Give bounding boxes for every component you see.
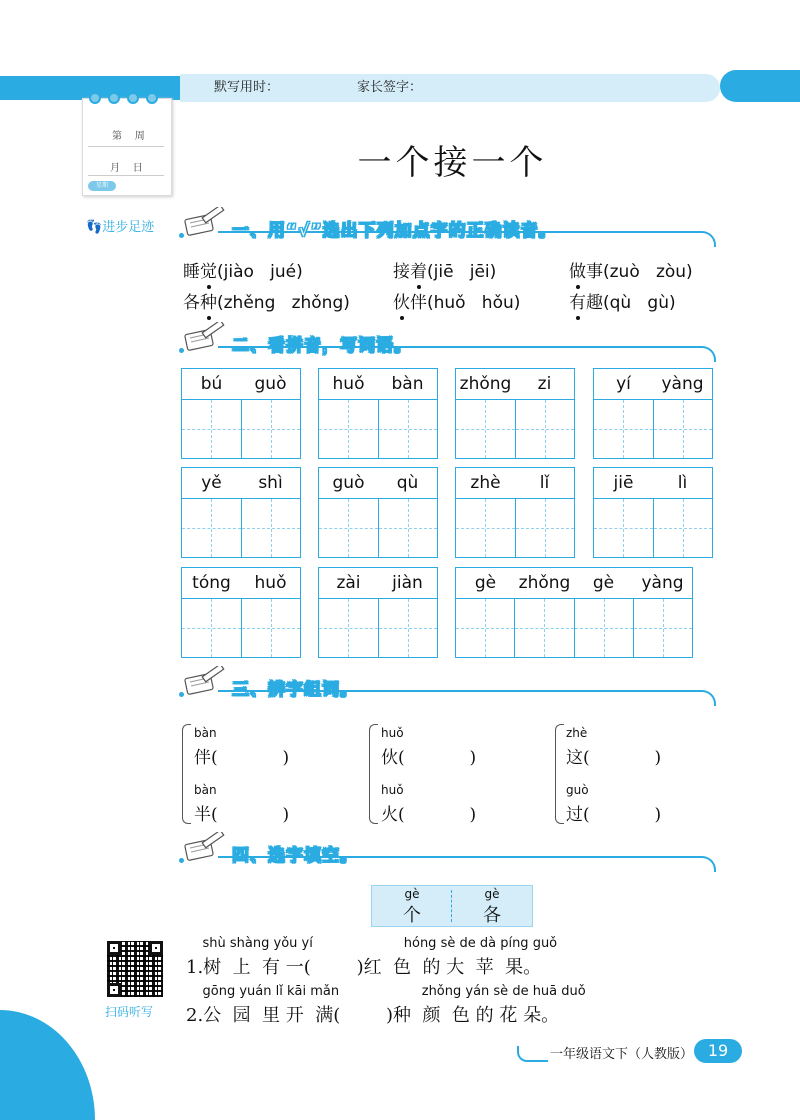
- calendar-date: 月 日: [110, 163, 143, 174]
- section-1-title: 一、用“√”选出下列加点字的正确读音。: [232, 221, 557, 241]
- sentence-2-pinyin: gōng yuán lǐ kāi mǎn zhǒng yán sè de huā duǒ: [186, 984, 586, 999]
- corner-decoration: [0, 1010, 95, 1120]
- pinyin: zhǒng: [459, 374, 512, 394]
- write-cell[interactable]: [654, 499, 713, 557]
- q1-char: 觉: [200, 262, 217, 282]
- calendar-ring-icon: [127, 92, 139, 104]
- q1-options[interactable]: (zuò zòu): [603, 262, 693, 282]
- top-bar-right: [720, 70, 800, 102]
- pinyin: guò: [254, 374, 287, 394]
- write-cell[interactable]: [182, 599, 242, 657]
- q1-char: 种: [200, 293, 217, 313]
- sentence-2[interactable]: 2.公 园 里 开 满( )种 颜 色 的 花 朵。: [186, 1005, 560, 1026]
- group-word[interactable]: 伙( ): [381, 748, 477, 768]
- pinyin: yě: [201, 473, 222, 493]
- group-pinyin: huǒ: [381, 726, 404, 740]
- q1-char: 有: [569, 293, 586, 313]
- pinyin: gè: [474, 573, 497, 593]
- pinyin: yí: [616, 374, 631, 394]
- write-cell[interactable]: [594, 400, 654, 458]
- q1-options[interactable]: (jiē jēi): [427, 262, 497, 282]
- pinyin: zài: [336, 573, 361, 593]
- section-4-title: 四、选字填空。: [232, 846, 358, 866]
- pinyin-box[interactable]: [455, 368, 575, 459]
- q1-char: 趣: [586, 293, 603, 313]
- pinyin: zi: [537, 374, 552, 394]
- q1-options[interactable]: (huǒ hǒu): [427, 293, 521, 313]
- qr-finder: [107, 941, 121, 955]
- calendar-ring-icon: [89, 92, 101, 104]
- group-pinyin: zhè: [566, 726, 588, 740]
- pinyin-box[interactable]: [181, 368, 301, 459]
- section-2-title: 二、看拼音，写词语。: [232, 336, 412, 356]
- group-pinyin: guò: [566, 783, 589, 797]
- q1-item-5: [393, 288, 520, 313]
- write-cell[interactable]: [456, 599, 515, 657]
- pencil-notebook-icon: [184, 322, 228, 352]
- pinyin-box[interactable]: [318, 368, 438, 459]
- pinyin: jiàn: [392, 573, 423, 593]
- pinyin: gè: [592, 573, 615, 593]
- q1-options[interactable]: (zhěng zhǒng): [217, 293, 350, 313]
- q1-item-1: [183, 257, 303, 282]
- q1-char: 做: [569, 262, 586, 282]
- qr-finder: [107, 983, 121, 997]
- write-cell[interactable]: [319, 599, 379, 657]
- write-cell[interactable]: [379, 499, 438, 557]
- group-word[interactable]: 过( ): [566, 805, 662, 825]
- qr-label: 扫码听写: [105, 1005, 154, 1019]
- pinyin: qù: [396, 473, 419, 493]
- q1-item-3: [569, 257, 693, 282]
- write-cell[interactable]: [242, 400, 301, 458]
- choice-1: gè 个: [403, 887, 421, 926]
- pinyin: zhǒng: [518, 573, 571, 593]
- pencil-notebook-icon: [184, 207, 228, 237]
- write-cell[interactable]: [242, 599, 301, 657]
- write-cell[interactable]: [379, 400, 438, 458]
- q1-char: 伙: [393, 293, 410, 313]
- write-cell[interactable]: [319, 400, 379, 458]
- pinyin: yàng: [661, 374, 704, 394]
- pinyin-box[interactable]: [593, 467, 713, 558]
- progress-label: 👣进步足迹: [86, 220, 155, 235]
- pinyin: huǒ: [254, 573, 287, 593]
- group-word[interactable]: 这( ): [566, 748, 662, 768]
- pinyin-box[interactable]: [593, 368, 713, 459]
- q1-char: 伴: [410, 293, 427, 313]
- write-cell[interactable]: [516, 400, 575, 458]
- pinyin-box[interactable]: [318, 567, 438, 658]
- group-pinyin: huǒ: [381, 783, 404, 797]
- write-cell[interactable]: [456, 400, 516, 458]
- pinyin: bàn: [391, 374, 424, 394]
- sentence-1[interactable]: 1.树 上 有 一( )红 色 的 大 苹 果。: [186, 957, 542, 978]
- write-cell[interactable]: [319, 499, 379, 557]
- group-word[interactable]: 火( ): [381, 805, 477, 825]
- write-cell[interactable]: [515, 599, 574, 657]
- q1-char: 接: [393, 262, 410, 282]
- write-cell[interactable]: [516, 499, 575, 557]
- section-3-title: 三、辨字组词。: [232, 680, 358, 700]
- pinyin-box[interactable]: [181, 467, 301, 558]
- page-number: 19: [694, 1039, 742, 1063]
- q1-char: 事: [586, 262, 603, 282]
- group-pinyin: bàn: [194, 726, 217, 740]
- q1-char: 着: [410, 262, 427, 282]
- q1-char: 各: [183, 293, 200, 313]
- write-cell[interactable]: [379, 599, 438, 657]
- pinyin-box-4[interactable]: [455, 567, 693, 658]
- brace: [182, 724, 191, 824]
- pinyin-box[interactable]: [455, 467, 575, 558]
- pencil-notebook-icon: [184, 832, 228, 862]
- book-label: 一年级语文下（人教版）: [548, 1043, 695, 1062]
- pinyin: guò: [332, 473, 365, 493]
- calendar-week: 第 周: [112, 131, 145, 142]
- group-pinyin: bàn: [194, 783, 217, 797]
- dictation-time-label: 默写用时：: [214, 80, 280, 95]
- brace: [555, 724, 564, 824]
- pinyin: huǒ: [332, 374, 365, 394]
- sentence-1-pinyin: shù shàng yǒu yí hóng sè de dà píng guǒ: [186, 936, 558, 951]
- write-cell[interactable]: [182, 400, 242, 458]
- pinyin: tóng: [192, 573, 231, 593]
- page-title: 一个接一个: [357, 143, 548, 183]
- calendar-ring-icon: [146, 92, 158, 104]
- write-cell[interactable]: [242, 499, 301, 557]
- q1-options[interactable]: (jiào jué): [217, 262, 303, 282]
- q1-options[interactable]: (qù gù): [603, 293, 676, 313]
- footprint-icon: 👣: [86, 220, 103, 235]
- pinyin: zhè: [470, 473, 501, 493]
- pinyin: bú: [200, 374, 223, 394]
- q1-item-4: [183, 288, 350, 313]
- choice-2: gè 各: [483, 887, 501, 926]
- qr-finder: [149, 941, 163, 955]
- q1-item-2: [393, 257, 496, 282]
- group-word[interactable]: 伴( ): [194, 748, 290, 768]
- write-cell[interactable]: [634, 599, 692, 657]
- calendar-ring-icon: [108, 92, 120, 104]
- pinyin: jiē: [613, 473, 634, 493]
- pinyin-box[interactable]: [318, 467, 438, 558]
- q1-item-6: [569, 288, 676, 313]
- brace: [369, 724, 378, 824]
- choice-box: [371, 885, 533, 927]
- write-cell[interactable]: [654, 400, 713, 458]
- q1-char: 睡: [183, 262, 200, 282]
- pinyin: yàng: [641, 573, 684, 593]
- weekday-badge: 星期: [88, 181, 116, 191]
- write-cell[interactable]: [594, 499, 654, 557]
- group-word[interactable]: 半( ): [194, 805, 290, 825]
- pinyin: shì: [258, 473, 283, 493]
- pencil-notebook-icon: [184, 666, 228, 696]
- pinyin: lì: [677, 473, 688, 493]
- write-cell[interactable]: [456, 499, 516, 557]
- write-cell[interactable]: [575, 599, 634, 657]
- write-cell[interactable]: [182, 499, 242, 557]
- pinyin: lǐ: [539, 473, 550, 493]
- parent-signature-label: 家长签字：: [357, 80, 423, 95]
- pinyin-box[interactable]: [181, 567, 301, 658]
